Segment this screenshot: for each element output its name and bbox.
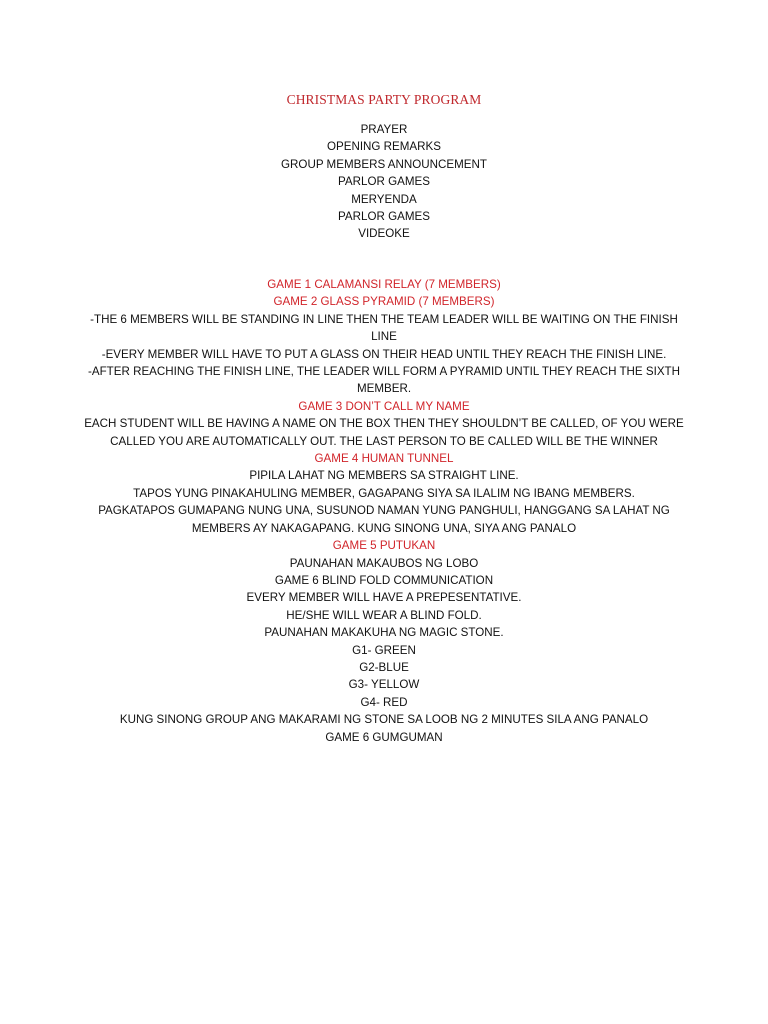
game1-title: GAME 1 CALAMANSI RELAY (7 MEMBERS) (267, 278, 501, 291)
game6-rule: KUNG SINONG GROUP ANG MAKARAMI NG STONE SA LOOB NG 2 MINUTES SILA ANG PANALO (119, 713, 649, 727)
game6-instruction: HE/SHE WILL WEAR A BLIND FOLD. (286, 608, 482, 622)
game3-instruction: EACH STUDENT WILL BE HAVING A NAME ON THE BOX THEN THEY SHOULDN’T BE CALLED, OF YOU WERE CALLED YOU ARE AUTOMATICALLY OUT. THE LAST PERSON TO BE CALLED WILL BE THE WINNER (84, 417, 684, 448)
group-color: G4- RED (360, 695, 408, 709)
game2-title: GAME 2 GLASS PYRAMID (7 MEMBERS) (273, 295, 495, 309)
games-section (80, 276, 688, 746)
game2-instruction: -AFTER REACHING THE FINISH LINE, THE LEADER WILL FORM A PYRAMID UNTIL THEY REACH THE SIXTH MEMBER. (87, 365, 681, 396)
program-item: VIDEOKE (358, 227, 410, 241)
game4-instruction: PIPILA LAHAT NG MEMBERS SA STRAIGHT LINE. (249, 469, 519, 483)
document-title: CHRISTMAS PARTY PROGRAM (286, 92, 482, 107)
program-item: MERYENDA (351, 192, 417, 206)
game4-instruction: PAGKATAPOS GUMAPANG NUNG UNA, SUSUNOD NAMAN YUNG PANGHULI, HANGGANG SA LAHAT NG MEMBERS AY NAKAGAPANG. KUNG SINONG UNA, SIYA ANG PANALO (98, 504, 670, 535)
game3-title: GAME 3 DON’T CALL MY NAME (298, 399, 470, 413)
game6-title: GAME 6 BLIND FOLD COMMUNICATION (274, 573, 494, 587)
game4-title: GAME 4 HUMAN TUNNEL (314, 452, 454, 466)
game6-instruction: EVERY MEMBER WILL HAVE A PREPESENTATIVE. (246, 591, 522, 605)
program-item: PRAYER (360, 123, 408, 136)
group-color: G2-BLUE (359, 660, 409, 674)
program-item: OPENING REMARKS (326, 140, 442, 154)
game4-instruction: TAPOS YUNG PINAKAHULING MEMBER, GAGAPANG SIYA SA ILALIM NG IBANG MEMBERS. (133, 486, 635, 500)
group-color: G3- YELLOW (348, 678, 420, 692)
program-item: GROUP MEMBERS ANNOUNCEMENT (281, 157, 487, 171)
program-item: PARLOR GAMES (338, 175, 430, 189)
game6-instruction: PAUNAHAN MAKAKUHA NG MAGIC STONE. (264, 626, 504, 640)
group-color: G1- GREEN (352, 643, 416, 657)
game2-instruction: -EVERY MEMBER WILL HAVE TO PUT A GLASS ON THEIR HEAD UNTIL THEY REACH THE FINISH LINE. (101, 347, 667, 361)
game5-title: GAME 5 PUTUKAN (332, 539, 436, 553)
program-list (80, 121, 688, 243)
program-item: PARLOR GAMES (338, 210, 430, 224)
game6b-title: GAME 6 GUMGUMAN (325, 730, 443, 744)
game2-instruction: -THE 6 MEMBERS WILL BE STANDING IN LINE THEN THE TEAM LEADER WILL BE WAITING ON THE FINISH LINE (90, 312, 678, 344)
game5-instruction: PAUNAHAN MAKAUBOS NG LOBO (289, 556, 479, 570)
